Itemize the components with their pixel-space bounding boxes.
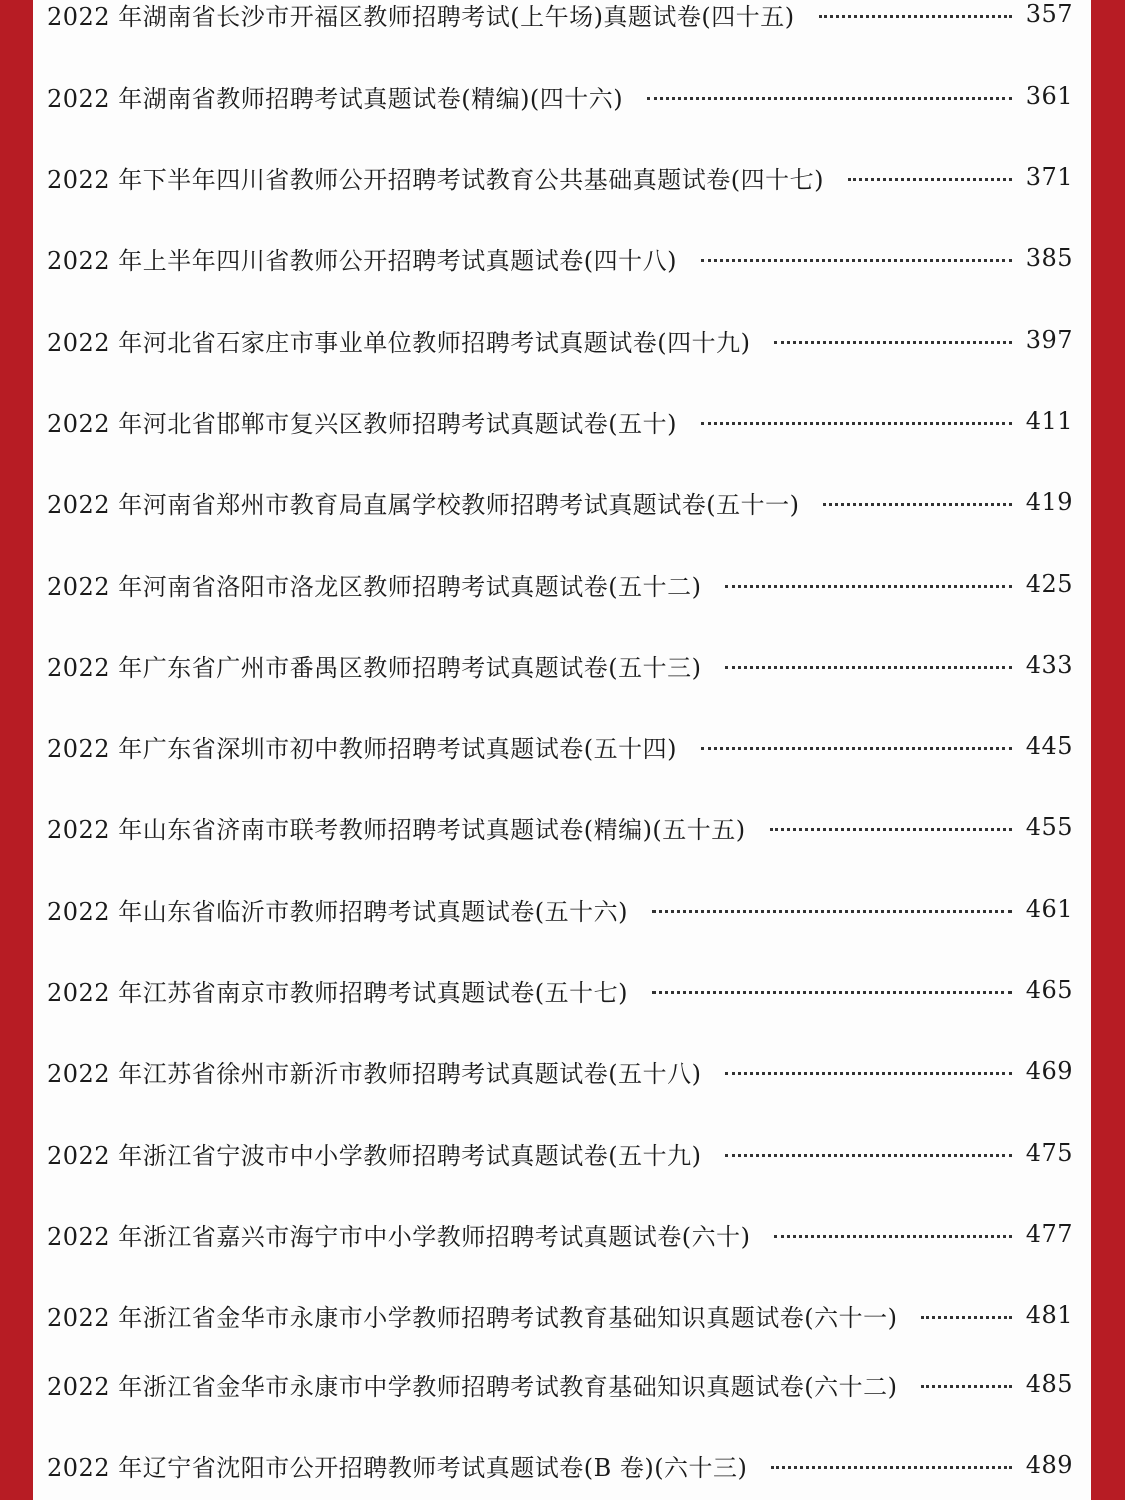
toc-entry-title: 2022 年湖南省教师招聘考试真题试卷(精编)(四十六) (47, 84, 624, 113)
dot-leader (921, 1385, 1011, 1388)
toc-entry-title: 2022 年浙江省金华市永康市中学教师招聘考试教育基础知识真题试卷(六十二) (47, 1372, 898, 1401)
dot-leader (771, 1466, 1011, 1469)
toc-page (33, 0, 1091, 1500)
toc-entry-title: 2022 年江苏省徐州市新沂市教师招聘考试真题试卷(五十八) (47, 1059, 702, 1088)
toc-entry[interactable] (47, 241, 1073, 275)
toc-entry-title: 2022 年广东省深圳市初中教师招聘考试真题试卷(五十四) (47, 734, 677, 763)
dot-leader (819, 15, 1012, 18)
toc-entry-title: 2022 年山东省济南市联考教师招聘考试真题试卷(精编)(五十五) (47, 815, 746, 844)
toc-entry[interactable] (47, 648, 1073, 682)
toc-entry-page: 469 (1025, 1057, 1073, 1085)
toc-entry-page: 481 (1025, 1301, 1073, 1329)
dot-leader (652, 910, 1012, 913)
toc-entry[interactable] (47, 404, 1073, 438)
toc-entry-page: 433 (1025, 651, 1073, 679)
toc-entry[interactable] (47, 0, 1073, 31)
toc-entry-title: 2022 年浙江省宁波市中小学教师招聘考试真题试卷(五十九) (47, 1141, 702, 1170)
toc-entry[interactable] (47, 79, 1073, 113)
dot-leader (774, 1235, 1011, 1238)
toc-entry[interactable] (47, 810, 1073, 844)
toc-entry-page: 425 (1025, 570, 1073, 598)
toc-entry[interactable] (47, 729, 1073, 763)
toc-entry-title: 2022 年上半年四川省教师公开招聘考试真题试卷(四十八) (47, 246, 677, 275)
toc-entry[interactable] (47, 160, 1073, 194)
toc-entry[interactable] (47, 973, 1073, 1007)
dot-leader (725, 666, 1011, 669)
dot-leader (725, 1154, 1011, 1157)
toc-entry-page: 361 (1025, 82, 1073, 110)
toc-entry[interactable] (47, 1136, 1073, 1170)
dot-leader (725, 1072, 1011, 1075)
dot-leader (848, 178, 1012, 181)
toc-entry[interactable] (47, 567, 1073, 601)
toc-entry-page: 445 (1025, 732, 1073, 760)
dot-leader (701, 259, 1012, 262)
toc-entry-title: 2022 年辽宁省沈阳市公开招聘教师考试真题试卷(B 卷)(六十三) (47, 1453, 748, 1482)
dot-leader (921, 1316, 1011, 1319)
toc-entry-page: 475 (1025, 1139, 1073, 1167)
toc-entry[interactable] (47, 1448, 1073, 1482)
toc-entry[interactable] (47, 1054, 1073, 1088)
dot-leader (647, 97, 1012, 100)
toc-entry-title: 2022 年江苏省南京市教师招聘考试真题试卷(五十七) (47, 978, 628, 1007)
dot-leader (774, 341, 1011, 344)
toc-entry[interactable] (47, 892, 1073, 926)
toc-entry-page: 397 (1025, 326, 1073, 354)
toc-entry-page: 357 (1025, 0, 1073, 28)
toc-entry-page: 477 (1025, 1220, 1073, 1248)
toc-entry-title: 2022 年广东省广州市番禺区教师招聘考试真题试卷(五十三) (47, 653, 702, 682)
toc-entry[interactable] (47, 1298, 1073, 1332)
toc-entry-title: 2022 年浙江省金华市永康市小学教师招聘考试教育基础知识真题试卷(六十一) (47, 1303, 898, 1332)
toc-entry-title: 2022 年山东省临沂市教师招聘考试真题试卷(五十六) (47, 897, 628, 926)
toc-entry-page: 465 (1025, 976, 1073, 1004)
toc-entry-page: 411 (1025, 407, 1073, 435)
toc-entry[interactable] (47, 323, 1073, 357)
toc-entry[interactable] (47, 1367, 1073, 1401)
toc-entry-page: 371 (1025, 163, 1073, 191)
toc-entry-title: 2022 年河南省郑州市教育局直属学校教师招聘考试真题试卷(五十一) (47, 490, 800, 519)
toc-entry-title: 2022 年河北省石家庄市事业单位教师招聘考试真题试卷(四十九) (47, 328, 751, 357)
dot-leader (770, 828, 1012, 831)
toc-entry[interactable] (47, 485, 1073, 519)
dot-leader (725, 585, 1011, 588)
dot-leader (701, 747, 1012, 750)
toc-entry-title: 2022 年湖南省长沙市开福区教师招聘考试(上午场)真题试卷(四十五) (47, 2, 795, 31)
dot-leader (652, 991, 1012, 994)
toc-entry-title: 2022 年下半年四川省教师公开招聘考试教育公共基础真题试卷(四十七) (47, 165, 824, 194)
toc-entry-page: 485 (1025, 1370, 1073, 1398)
toc-entry-title: 2022 年河南省洛阳市洛龙区教师招聘考试真题试卷(五十二) (47, 572, 702, 601)
toc-entry-title: 2022 年河北省邯郸市复兴区教师招聘考试真题试卷(五十) (47, 409, 677, 438)
toc-entry[interactable] (47, 1217, 1073, 1251)
toc-entry-page: 461 (1025, 895, 1073, 923)
dot-leader (701, 422, 1012, 425)
toc-entry-page: 489 (1025, 1451, 1073, 1479)
dot-leader (823, 503, 1011, 506)
toc-entry-title: 2022 年浙江省嘉兴市海宁市中小学教师招聘考试真题试卷(六十) (47, 1222, 751, 1251)
toc-entry-page: 419 (1025, 488, 1073, 516)
toc-entry-page: 385 (1025, 244, 1073, 272)
toc-entry-page: 455 (1025, 813, 1073, 841)
